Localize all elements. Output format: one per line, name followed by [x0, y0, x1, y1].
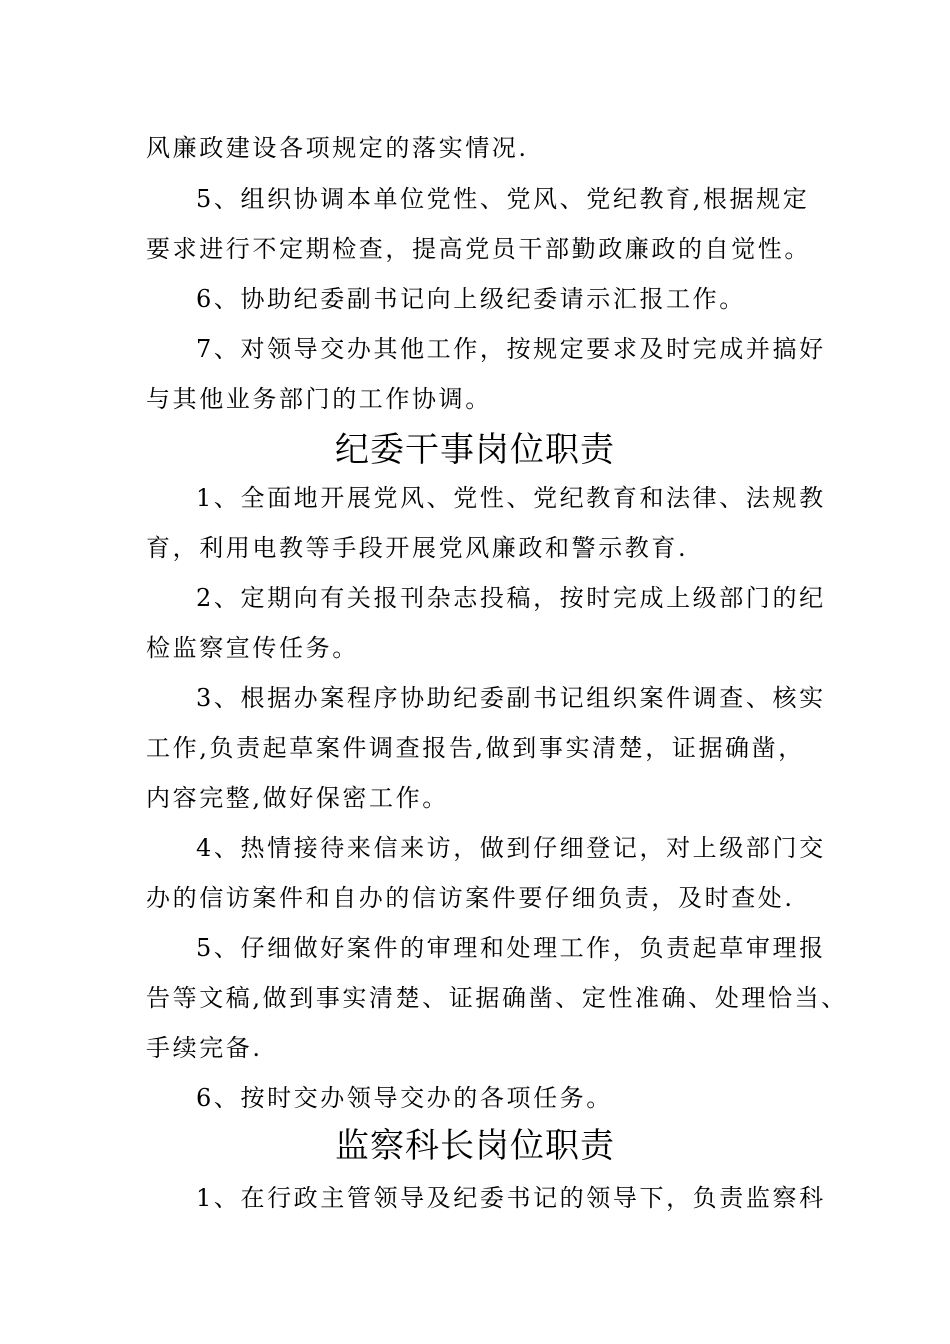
text-line: 2、定期向有关报刊杂志投稿，按时完成上级部门的纪 [196, 584, 826, 612]
section-title-jiwei: 纪委干事岗位职责 [335, 430, 615, 470]
text-line: 7、对领导交办其他工作，按规定要求及时完成并搞好 [196, 335, 826, 363]
section-title-jiancha: 监察科长岗位职责 [335, 1126, 615, 1166]
text-line: 工作,负责起草案件调查报告,做到事实清楚，证据确凿， [146, 734, 805, 762]
text-line: 6、协助纪委副书记向上级纪委请示汇报工作。 [196, 285, 746, 313]
text-line: 6、按时交办领导交办的各项任务。 [196, 1084, 613, 1112]
text-line: 1、在行政主管领导及纪委书记的领导下，负责监察科 [196, 1184, 826, 1212]
text-line: 检监察宣传任务。 [146, 634, 359, 662]
text-line: 1、全面地开展党风、党性、党纪教育和法律、法规教 [196, 484, 826, 512]
text-line: 4、热情接待来信来访，做到仔细登记，对上级部门交 [196, 834, 826, 862]
text-line: 3、根据办案程序协助纪委副书记组织案件调查、核实 [196, 684, 826, 712]
text-line: 5、组织协调本单位党性、党风、党纪教育,根据规定 [196, 185, 810, 213]
text-line: 育，利用电教等手段开展党风廉政和警示教育. [146, 534, 689, 562]
text-line: 手续完备. [146, 1034, 263, 1062]
text-line: 风廉政建设各项规定的落实情况. [146, 134, 529, 162]
text-line: 要求进行不定期检查，提高党员干部勤政廉政的自觉性。 [146, 235, 811, 263]
text-line: 与其他业务部门的工作协调。 [146, 385, 492, 413]
text-line: 5、仔细做好案件的审理和处理工作，负责起草审理报 [196, 934, 826, 962]
text-line: 告等文稿,做到事实清楚、证据确凿、定性准确、处理恰当、 [146, 984, 848, 1012]
text-line: 内容完整,做好保密工作。 [146, 784, 449, 812]
text-line: 办的信访案件和自办的信访案件要仔细负责，及时查处. [146, 884, 795, 912]
